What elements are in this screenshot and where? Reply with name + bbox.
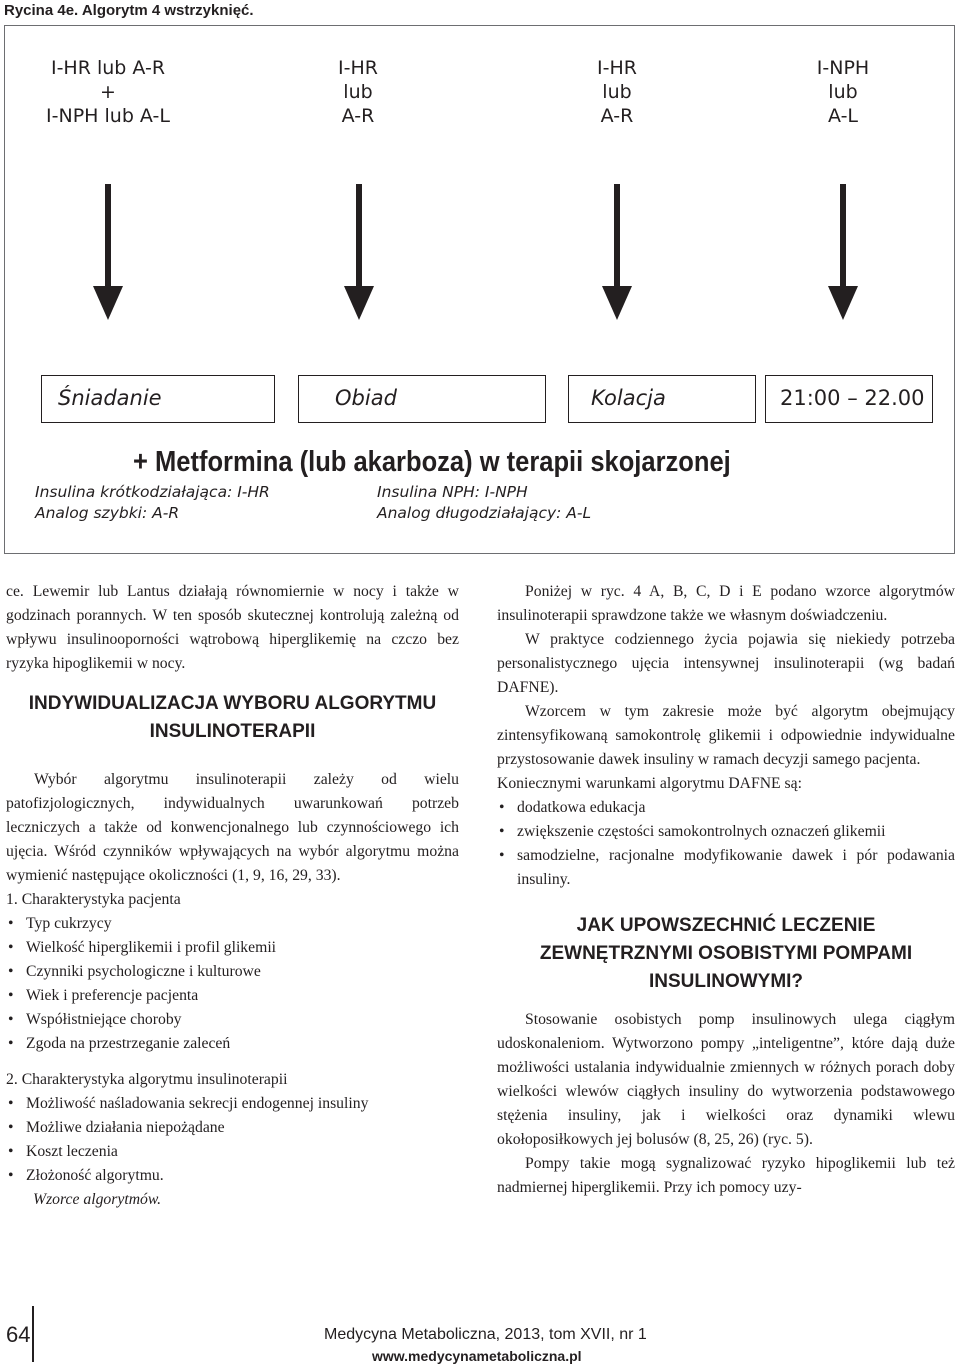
journal-url: www.medycynametaboliczna.pl [372,1348,582,1364]
column-header-1-line2: + [100,81,116,103]
section-heading-line1: JAK UPOWSZECHNIĆ LECZENIE [576,915,876,936]
dafne-conditions-list [497,796,955,892]
metformin-note: + Metformina (lub akarboza) w terapii skojarzonej [133,446,731,478]
paragraph: Poniżej w ryc. 4 A, B, C, D i E podano wzorce algorytmów insulinoterapii sprawdzone także we własnym doświadczeniu. [497,583,955,624]
column-header-2-line1: I-HR [338,57,378,79]
footer-divider [32,1306,34,1362]
paragraph: Pompy takie mogą sygnalizować ryzyko hipoglikemii lub też nadmiernej hiperglikemii. Przy ich pomocy uzy- [497,1155,955,1196]
list-item: • Czynniki psychologiczne i kulturowe [6,960,459,984]
paragraph: Stosowanie osobistych pomp insulinowych ulega ciągłym udoskonaleniom. Wytworzono pompy „inteligentne”, które dają duże możliwości ustalania indywidualnie zmiennych w różnych porach doby wielkości wlewów ciągłych insuliny do wytworzenia podstawowego stężenia insuliny, jak i wielkości oraz dynamiki wlewu okołoposiłkowych jej bolusów (8, 25, 26) (ryc. 5). [497,1011,955,1148]
column-header-1-line1: I-HR lub A-R [50,57,166,79]
column-header-2 [323,56,393,128]
list-item: • dodatkowa edukacja [497,796,955,820]
section-heading-pumps [497,912,955,996]
list-item: • Współistniejące choroby [6,1008,459,1032]
list-item: • Wielkość hiperglikemii i profil glikemii [6,936,459,960]
paragraph: W praktyce codziennego życia pojawia się niekiedy potrzeba personalistycznego ujęcia intensywnej insulinoterapii (wg badań DAFNE). [497,631,955,696]
legend-right-line1: Insulina NPH: I-NPH [377,483,528,501]
section-heading-line2: INSULINOTERAPII [149,721,316,742]
meal-box-lunch: Obiad [298,375,546,423]
list-item: • Możliwe działania niepożądane [6,1116,459,1140]
legend-left-line2: Analog szybki: A-R [35,504,180,522]
meal-box-breakfast: Śniadanie [41,375,275,423]
factors-paragraph: Wybór algorytmu insulinoterapii zależy od wielu patofizjologicznych, indywidualnych uwarunkowań potrzeb leczniczych a także od konwencjonalnego lub czynnościowego ich ujęcia. Wśród czynników wpływających na wybór algorytmu można wymienić następujące okoliczności (1, 9, 16, 29, 33). [6,771,459,884]
column-header-1-line3: I-NPH lub A-L [46,105,170,127]
section-heading-line2: ZEWNĘTRZNYMI OSOBISTYMI POMPAMI [539,943,913,964]
down-arrow-icon [344,184,374,320]
patient-characteristics-list [6,912,459,1056]
down-arrow-icon [602,184,632,320]
insulin-algorithm-figure [4,25,955,554]
list-item: • Koszt leczenia [6,1140,459,1164]
list1-title: 1. Charakterystyka pacjenta [6,891,181,908]
column-header-3-line2: lub [602,81,632,103]
meal-box-evening-time: 21:00 – 22.00 [765,375,933,423]
meal-box-dinner: Kolacja [568,375,756,423]
page-number: 64 [6,1322,31,1347]
list-item: • Możliwość naśladowania sekrecji endogennej insuliny [6,1092,459,1116]
section-heading-line1: INDYWIDUALIZACJA WYBORU ALGORYTMU [28,693,437,714]
right-column [497,580,955,1200]
figure-caption: Rycina 4e. Algorytm 4 wstrzyknięć. [4,2,254,19]
down-arrow-icon [93,184,123,320]
journal-title: Medycyna Metaboliczna, 2013, tom XVII, nr 1 [324,1326,647,1343]
legend-right-line2: Analog długodziałający: A-L [377,504,592,522]
column-header-4-line3: A-L [827,105,859,127]
column-header-2-line2: lub [343,81,373,103]
list-item: • zwiększenie częstości samokontrolnych oznaczeń glikemii [497,820,955,844]
list-item: • Typ cukrzycy [6,912,459,936]
list-item: • samodzielne, racjonalne modyfikowanie dawek i pór podawania insuliny. [497,844,955,892]
down-arrow-icon [828,184,858,320]
list-item: • Złożoność algorytmu. [6,1164,459,1188]
legend-left [35,482,270,524]
column-header-3-line1: I-HR [597,57,637,79]
paragraph: Koniecznymi warunkami algorytmu DAFNE są: [497,775,802,792]
column-header-1 [33,56,183,128]
column-header-2-line3: A-R [341,105,375,127]
column-header-4-line1: I-NPH [816,57,870,79]
legend-left-line1: Insulina krótkodziałająca: I-HR [35,483,270,501]
column-header-4 [803,56,883,128]
paragraph: Wzorcem w tym zakresie może być algorytm obejmujący zintensyfikowaną samokontrolę glikemii i odpowiednie indywidualne przystosowanie dawek insuliny w ramach decyzji samego pacjenta. [497,703,955,768]
list-item: • Zgoda na przestrzeganie zaleceń [6,1032,459,1056]
left-column [6,580,459,1212]
column-header-4-line2: lub [828,81,858,103]
list2-title: 2. Charakterystyka algorytmu insulinoterapii [6,1071,288,1088]
patterns-line: Wzorce algorytmów. [33,1191,162,1208]
section-heading-individualization [6,690,459,746]
column-header-3-line3: A-R [600,105,634,127]
intro-paragraph: ce. Lewemir lub Lantus działają równomiernie w nocy i także w godzinach porannych. W ten sposób skutecznej kontrolują zależną od wpływu insulinooporności wątrobową hiperglikemię na czczo bez ryzyka hipoglikemii w nocy. [6,583,459,672]
list-item: • Wiek i preferencje pacjenta [6,984,459,1008]
column-header-3 [582,56,652,128]
algorithm-characteristics-list [6,1092,459,1188]
section-heading-line3: INSULINOWYMI? [648,971,804,992]
legend-right [377,482,591,524]
